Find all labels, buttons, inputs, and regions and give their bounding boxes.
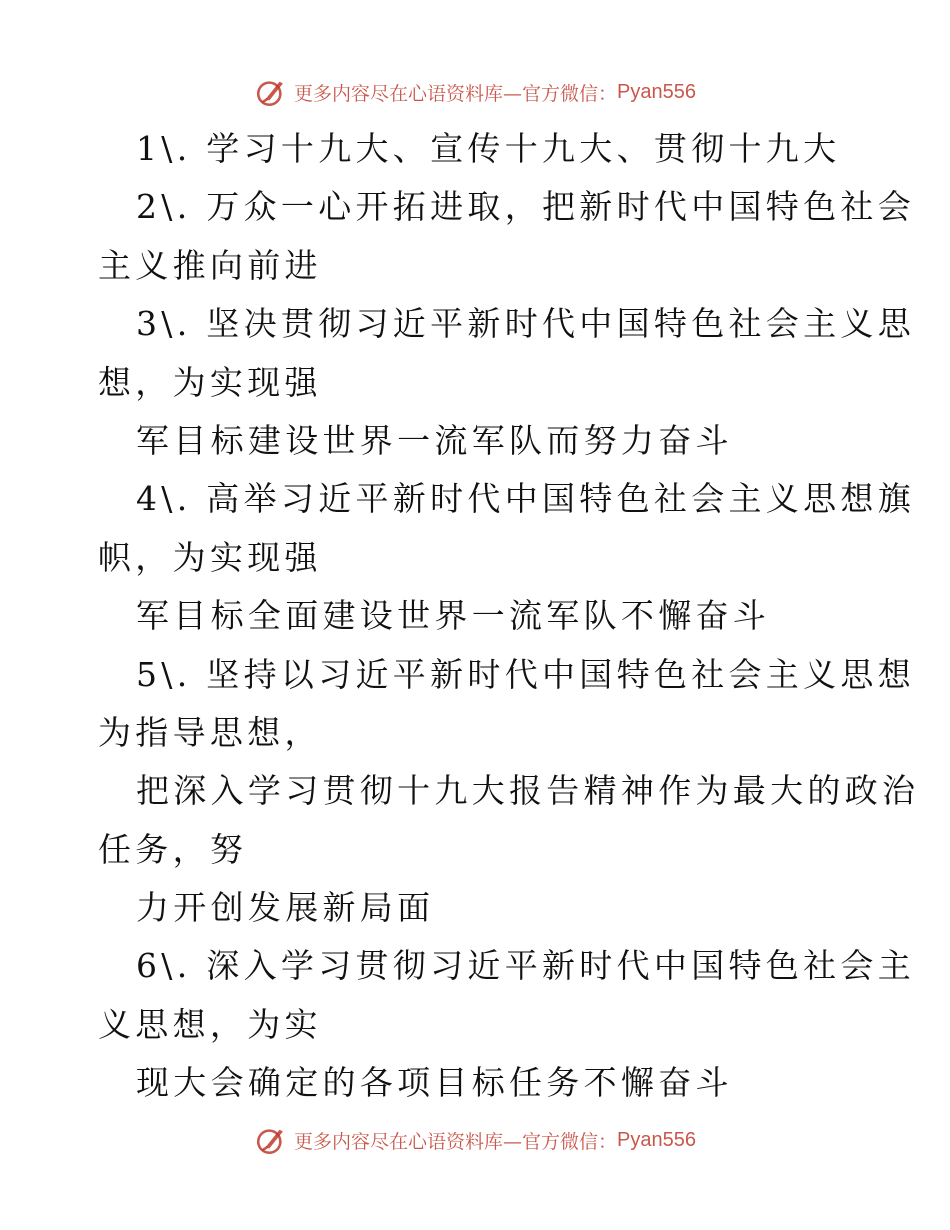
text-line: 军目标全面建设世界一流军队不懈奋斗: [136, 596, 771, 636]
document-body: [98, 120, 920, 1113]
watermark-text: 更多内容尽在心语资料库—官方微信：: [294, 82, 618, 105]
text-line: 2\. 万众一心开拓进取，把新时代中国特色社会: [136, 187, 915, 227]
text-line: 主义推向前进: [98, 245, 322, 285]
watermark-wechat-id: Pyan556: [617, 1128, 696, 1151]
text-line: 义思想，为实: [98, 1004, 322, 1044]
text-line: 军目标建设世界一流军队而努力奋斗: [136, 420, 733, 460]
header-watermark: [0, 72, 950, 112]
text-line: 任务，努: [98, 829, 248, 869]
text-line: 3\. 坚决贯彻习近平新时代中国特色社会主义思: [136, 304, 915, 344]
quill-logo-icon: [254, 75, 288, 109]
text-line: 现大会确定的各项目标任务不懈奋斗: [136, 1063, 733, 1103]
footer-watermark: [0, 1120, 950, 1160]
text-line: 想，为实现强: [98, 362, 322, 402]
watermark-wechat-id: Pyan556: [617, 80, 696, 103]
text-line: 1\. 学习十九大、宣传十九大、贯彻十九大: [136, 129, 841, 168]
text-line: 5\. 坚持以习近平新时代中国特色社会主义思想: [136, 654, 915, 694]
text-line: 帜，为实现强: [98, 537, 322, 577]
text-line: 为指导思想，: [98, 712, 322, 752]
text-line: 4\. 高举习近平新时代中国特色社会主义思想旗: [136, 479, 915, 519]
text-line: 力开创发展新局面: [136, 888, 435, 928]
quill-logo-icon: [254, 1123, 288, 1157]
text-line: 6\. 深入学习贯彻习近平新时代中国特色社会主: [136, 946, 915, 986]
watermark-text: 更多内容尽在心语资料库—官方微信：: [294, 1130, 618, 1153]
text-line: 把深入学习贯彻十九大报告精神作为最大的政治: [136, 771, 920, 811]
